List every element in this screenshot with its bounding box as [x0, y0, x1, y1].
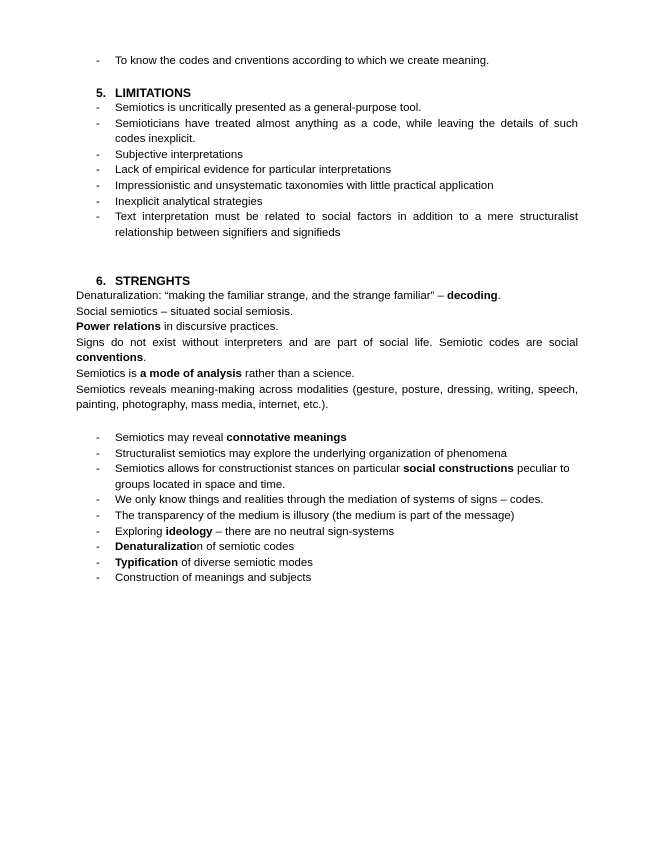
bold-term: connotative meanings	[226, 432, 347, 444]
strengths-list	[76, 431, 578, 587]
list-item: - Text interpretation must be related to social factors in addition to a mere structuralist relationship between signifiers and signifieds	[76, 210, 578, 241]
paragraph: Semiotics reveals meaning-making across modalities (gesture, posture, dressing, writing, speech, painting, photography, mass media, internet, etc.).	[76, 383, 578, 412]
list-item	[76, 462, 578, 493]
text-run: Semiotics is	[76, 367, 140, 380]
strengths-section	[76, 273, 578, 414]
text-run: in discursive practices.	[160, 321, 279, 334]
bold-term: decoding	[447, 290, 498, 302]
paragraph	[76, 289, 578, 305]
text-run: n of semiotic codes	[196, 541, 295, 554]
text-run: of diverse semiotic modes	[178, 556, 313, 569]
section-number: 6.	[96, 274, 107, 288]
section-number: 5.	[96, 86, 107, 100]
paragraph	[76, 320, 578, 336]
text-run: Signs do not exist without interpreters and are part of social life. Semiotic codes are social	[76, 336, 578, 349]
text-run: Semiotics allows for constructionist stances on particular	[115, 463, 404, 476]
section-heading	[76, 273, 578, 289]
bold-term: a mode of analysis	[139, 367, 242, 380]
bold-term: conventions	[76, 352, 144, 365]
list-item: - Structuralist semiotics may explore the underlying organization of phenomena	[76, 447, 578, 463]
strengths-paragraphs	[76, 289, 578, 414]
limitations-list	[76, 101, 578, 241]
paragraph	[76, 336, 578, 367]
list-item: - We only know things and realities through the mediation of systems of signs – codes.	[76, 493, 578, 509]
list-item: - To know the codes and cnventions according to which we create meaning.	[76, 54, 578, 70]
paragraph	[76, 367, 578, 383]
list-item	[76, 525, 578, 541]
strengths-list-block	[76, 431, 578, 587]
bold-term: Denaturalizatio	[115, 541, 197, 554]
text-run: peculiar to groups located in space and time.	[115, 463, 570, 491]
top-list-block	[76, 54, 578, 70]
section-title: STRENGHTS	[115, 274, 191, 288]
paragraph: Social semiotics – situated social semiosis.	[76, 305, 294, 318]
text-run: Denaturalization: “making the familiar strange, and the strange familiar” –	[76, 290, 448, 302]
bold-term: Typification	[115, 556, 179, 569]
bold-term: social constructions	[403, 463, 514, 476]
list-item	[76, 540, 578, 556]
text-run: .	[143, 352, 147, 365]
text-run: .	[497, 290, 501, 302]
top-list	[76, 54, 578, 70]
text-run: Semiotics may reveal	[115, 432, 227, 444]
list-item: - Semiotics is uncritically presented as a general-purpose tool.	[76, 101, 578, 117]
list-item: - Lack of empirical evidence for particular interpretations	[76, 163, 578, 179]
text-run: Exploring	[115, 525, 166, 538]
limitations-section	[76, 85, 578, 241]
section-heading	[76, 85, 578, 101]
list-item: - The transparency of the medium is illusory (the medium is part of the message)	[76, 509, 578, 525]
list-item: - Impressionistic and unsystematic taxonomies with little practical application	[76, 179, 578, 195]
list-item: - Inexplicit analytical strategies	[76, 195, 578, 211]
list-item: - Subjective interpretations	[76, 148, 578, 164]
section-title: LIMITATIONS	[115, 86, 192, 100]
list-item	[76, 556, 578, 572]
bold-term: ideology	[165, 525, 213, 538]
bold-term: Power relations	[76, 321, 161, 334]
list-item: - Construction of meanings and subjects	[76, 571, 578, 587]
text-run: – there are no neutral sign-systems	[212, 525, 395, 538]
list-item: - Semioticians have treated almost anything as a code, while leaving the details of such codes inexplicit.	[76, 117, 578, 148]
text-run: rather than a science.	[241, 367, 355, 380]
list-item	[76, 431, 578, 447]
